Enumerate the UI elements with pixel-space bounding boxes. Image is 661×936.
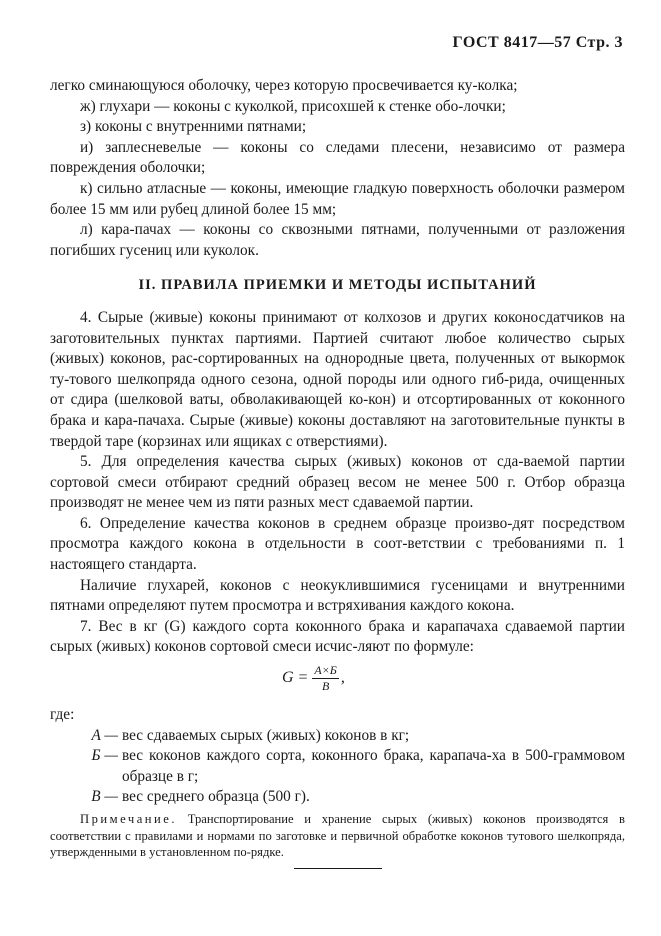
formula-numerator: A×Б	[314, 663, 337, 678]
paragraph-6: 6. Определение качества коконов в среднем образце произво-дят посредством просмотра каждого кокона в отдельности в соот-ветствии с требованиями п. 1 настоящего стандарта.	[50, 514, 625, 574]
formula-denominator: B	[321, 679, 330, 694]
list-item-z: з) коконы с внутренними пятнами;	[80, 118, 307, 136]
legend-text: вес сдаваемых сырых (живых) коконов в кг;	[122, 726, 410, 744]
legend-row	[50, 746, 625, 787]
legend-text: вес среднего образца (500 г).	[122, 788, 310, 806]
note-label: Примечание.	[80, 812, 178, 826]
formula-legend	[50, 726, 625, 808]
list-item-i: и) заплесневелые — коконы со следами плесени, независимо от размера повреждения оболочки;	[50, 138, 625, 177]
paragraph-glukhari: Наличие глухарей, коконов с неокуклившимися гусеницами и внутренними пятнами определяют путем просмотра и встряхивания каждого кокона.	[50, 576, 625, 615]
legend-text: вес коконов каждого сорта, коконного брака, карапача-ха в 500-граммовом образце в г;	[122, 747, 625, 785]
paragraph-4: 4. Сырые (живые) коконы принимают от колхозов и других коконосдатчиков на заготовительных пунктах партиями. Партией считают любое количество сырых (живых) коконов, рас-сортированных на однородные цвета, полученных от выкормок ту-тового шелкопряда одного сезона, одной породы или одного гиб-рида, очищенных от сдира (шелковой ваты, обволакивающей ко-кон) и отсортированных от коконного брака и кара-пачаха. Сырые (живые) коконы доставляют на заготовительные пункты в твердой таре (корзинах или ящиках с отверстиями).	[50, 308, 625, 450]
formula-tail: ,	[340, 669, 345, 687]
page-header: ГОСТ 8417—57 Стр. 3	[452, 34, 623, 51]
where-label: где:	[50, 706, 75, 724]
list-item-k: к) сильно атласные — коконы, имеющие гладкую поверхность оболочки размером более 15 мм или рубец длиной более 15 мм;	[50, 179, 625, 218]
list-item-l: л) кара-пачах — коконы со сквозными пятнами, полученными от разложения погибших гусениц или куколок.	[50, 221, 625, 259]
note-text: Транспортирование и хранение сырых (живых) коконов производятся в соответствии с правилами и нормами по заготовке и первичной обработке коконов тутового шелкопряда, утвержденными в установленном по-рядке.	[50, 812, 625, 859]
legend-symbol: A —	[91, 726, 118, 744]
legend-row	[50, 726, 625, 747]
list-item-zh: ж) глухари — коконы с куколкой, присохшей к стенке обо-лочки;	[80, 97, 506, 115]
paragraph-5: 5. Для определения качества сырых (живых) коконов от сда-ваемой партии сортовой смеси отбирают средний образец весом не менее 500 г. Отбор образца производят не менее чем из пяти разных мест сдаваемой партии.	[50, 453, 625, 512]
legend-symbol: Б —	[91, 747, 118, 765]
paragraph-7: 7. Вес в кг (G) каждого сорта коконного брака и карапачаха сдаваемой партии сырых (живых) коконов сортовой смеси исчис-ляют по формуле:	[50, 617, 625, 656]
legend-row	[50, 787, 625, 808]
formula	[50, 661, 625, 701]
paragraph-continued: легко сминающуюся оболочку, через которую просвечивается ку-колка;	[50, 77, 518, 94]
end-rule	[294, 868, 382, 869]
legend-symbol: B —	[91, 788, 118, 806]
section-title: II. ПРАВИЛА ПРИЕМКИ И МЕТОДЫ ИСПЫТАНИЙ	[138, 277, 537, 294]
note	[50, 811, 625, 861]
formula-fraction	[312, 663, 339, 694]
document-body	[50, 76, 625, 869]
formula-lhs: G =	[282, 669, 309, 687]
